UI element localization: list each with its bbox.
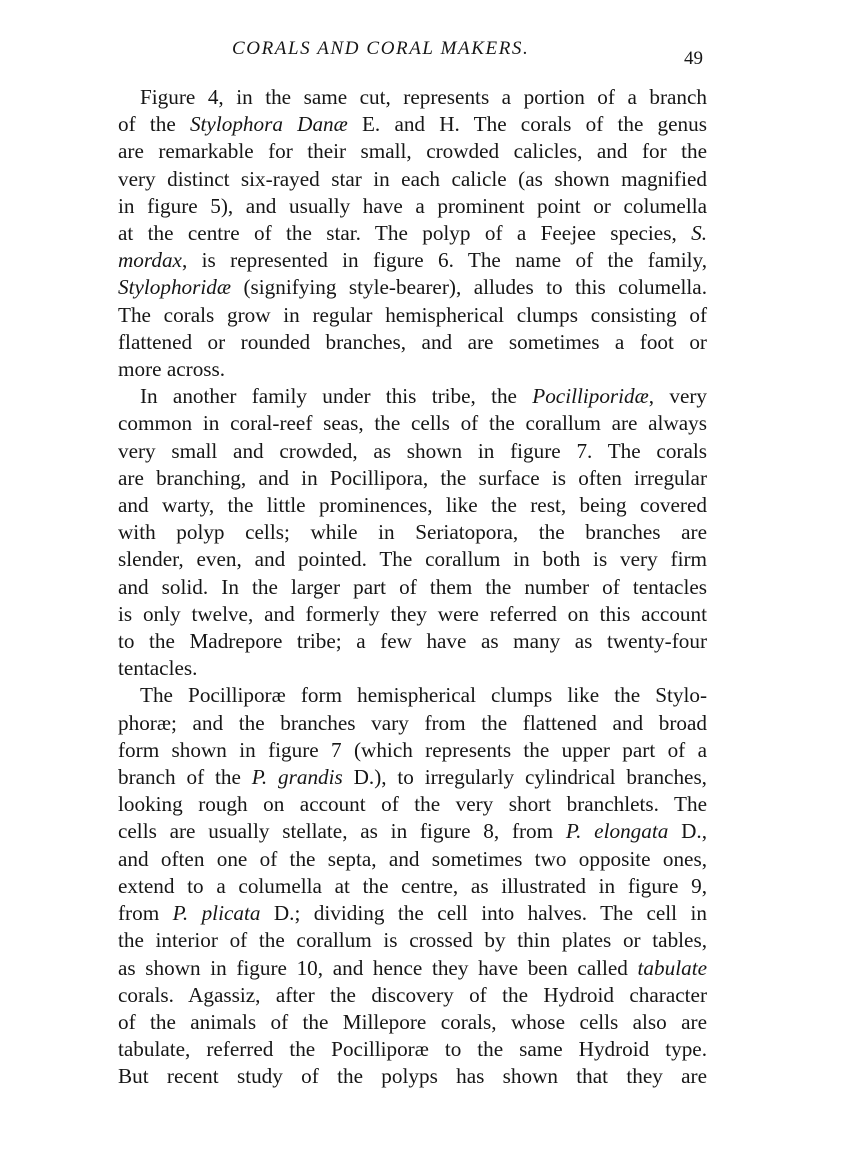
text-line <box>118 982 707 1009</box>
text-line <box>118 900 707 927</box>
italic-term: Pocilliporidæ <box>532 384 649 409</box>
text-line <box>118 546 707 573</box>
text-run: to the Madrepore tribe; a few have as many as twenty-four <box>118 629 707 654</box>
text-run: , very <box>648 384 707 409</box>
italic-term: Stylophoridæ <box>118 275 232 300</box>
text-run: and often one of the septa, and sometimes two opposite ones, <box>118 846 707 871</box>
text-line <box>118 574 707 601</box>
text-run: tentacles. <box>118 656 198 681</box>
text-line <box>118 111 707 138</box>
text-run: The corals grow in regular hemispherical clumps consisting of <box>118 302 707 327</box>
text-run: in figure 5), and usually have a prominent point or columella <box>118 193 707 218</box>
text-run: and warty, the little prominences, like the rest, being covered <box>118 493 707 518</box>
text-run: form shown in figure 7 (which represents the upper part of a <box>118 737 707 762</box>
text-line <box>118 492 707 519</box>
body-text <box>118 84 707 1091</box>
text-run: phoræ; and the branches vary from the flattened and broad <box>118 710 707 735</box>
text-run: with polyp cells; while in Seriatopora, the branches are <box>118 520 707 545</box>
text-run: tabulate, referred the Pocilliporæ to the same Hydroid type. <box>118 1037 707 1062</box>
text-line <box>118 220 707 247</box>
italic-term: P. elongata <box>565 819 669 844</box>
italic-term: P. grandis <box>251 765 343 790</box>
page-number: 49 <box>684 48 703 69</box>
text-run: at the centre of the star. The polyp of a Feejee species, <box>118 221 692 246</box>
text-line <box>118 465 707 492</box>
text-run: of the <box>118 112 190 137</box>
text-run: very distinct six-rayed star in each calicle (as shown magnified <box>118 166 707 191</box>
text-run: branch of the <box>118 765 252 790</box>
text-line <box>118 138 707 165</box>
text-run: flattened or rounded branches, and are sometimes a foot or <box>118 329 707 354</box>
text-line <box>118 1036 707 1063</box>
text-run: extend to a columella at the centre, as illustrated in figure 9, <box>118 873 707 898</box>
text-line <box>118 84 707 111</box>
text-run: very small and crowded, as shown in figure 7. The corals <box>118 438 707 463</box>
running-head: CORALS AND CORAL MAKERS. <box>232 38 530 59</box>
italic-term: Stylophora Danæ <box>189 112 348 137</box>
text-run: Figure 4, in the same cut, represents a portion of a branch <box>140 85 707 109</box>
text-line <box>118 1009 707 1036</box>
text-line <box>118 846 707 873</box>
text-line <box>118 1063 707 1090</box>
text-line <box>118 247 707 274</box>
text-line <box>118 410 707 437</box>
text-line <box>118 628 707 655</box>
italic-term: mordax <box>118 248 182 273</box>
text-run: The Pocilliporæ form hemispherical clumps like the Stylo- <box>140 683 707 708</box>
text-run: and solid. In the larger part of them the number of tentacles <box>118 574 707 599</box>
text-run: cells are usually stellate, as in figure 8, from <box>118 819 566 844</box>
text-line <box>118 601 707 628</box>
text-line <box>118 955 707 982</box>
text-line <box>118 927 707 954</box>
text-run: D., <box>668 819 707 844</box>
text-line <box>118 818 707 845</box>
text-run: the interior of the corallum is crossed by thin plates or tables, <box>118 928 707 953</box>
text-run: D.; dividing the cell into halves. The cell in <box>260 901 707 926</box>
text-line <box>118 791 707 818</box>
text-run: D.), to irregularly cylindrical branches, <box>342 765 707 790</box>
text-run: (signifying style-bearer), alludes to this columella. <box>231 275 707 300</box>
text-line <box>118 274 707 301</box>
text-run: In another family under this tribe, the <box>140 384 533 409</box>
text-run: is only twelve, and formerly they were referred on this account <box>118 601 707 626</box>
text-run: are branching, and in Pocillipora, the surface is often irregular <box>118 465 707 490</box>
text-line <box>118 383 707 410</box>
text-line <box>118 519 707 546</box>
text-line <box>118 737 707 764</box>
text-run: looking rough on account of the very short branchlets. The <box>118 792 707 817</box>
italic-term: tabulate <box>637 955 707 980</box>
text-run: corals. Agassiz, after the discovery of the Hydroid character <box>118 982 707 1007</box>
text-run: But recent study of the polyps has shown that they are <box>118 1064 707 1089</box>
text-line <box>118 438 707 465</box>
text-line <box>118 682 707 709</box>
text-run: from <box>118 901 173 926</box>
text-run: as shown in figure 10, and hence they have been called <box>118 955 638 980</box>
text-run: are remarkable for their small, crowded calicles, and for the <box>118 139 707 164</box>
text-line <box>118 655 707 682</box>
text-line <box>118 329 707 356</box>
text-line <box>118 356 707 383</box>
text-line <box>118 873 707 900</box>
italic-term: S. <box>691 221 707 246</box>
text-run: of the animals of the Millepore corals, whose cells also are <box>118 1009 707 1034</box>
text-run: slender, even, and pointed. The corallum in both is very firm <box>118 547 707 572</box>
text-run: common in coral-reef seas, the cells of the corallum are always <box>118 411 707 436</box>
text-line <box>118 166 707 193</box>
text-line <box>118 710 707 737</box>
text-line <box>118 302 707 329</box>
text-run: E. and H. The corals of the genus <box>347 112 707 137</box>
text-run: more across. <box>118 357 226 382</box>
text-line <box>118 193 707 220</box>
italic-term: P. plicata <box>172 901 261 926</box>
text-run: , is represented in figure 6. The name of the family, <box>181 248 707 273</box>
text-line <box>118 764 707 791</box>
